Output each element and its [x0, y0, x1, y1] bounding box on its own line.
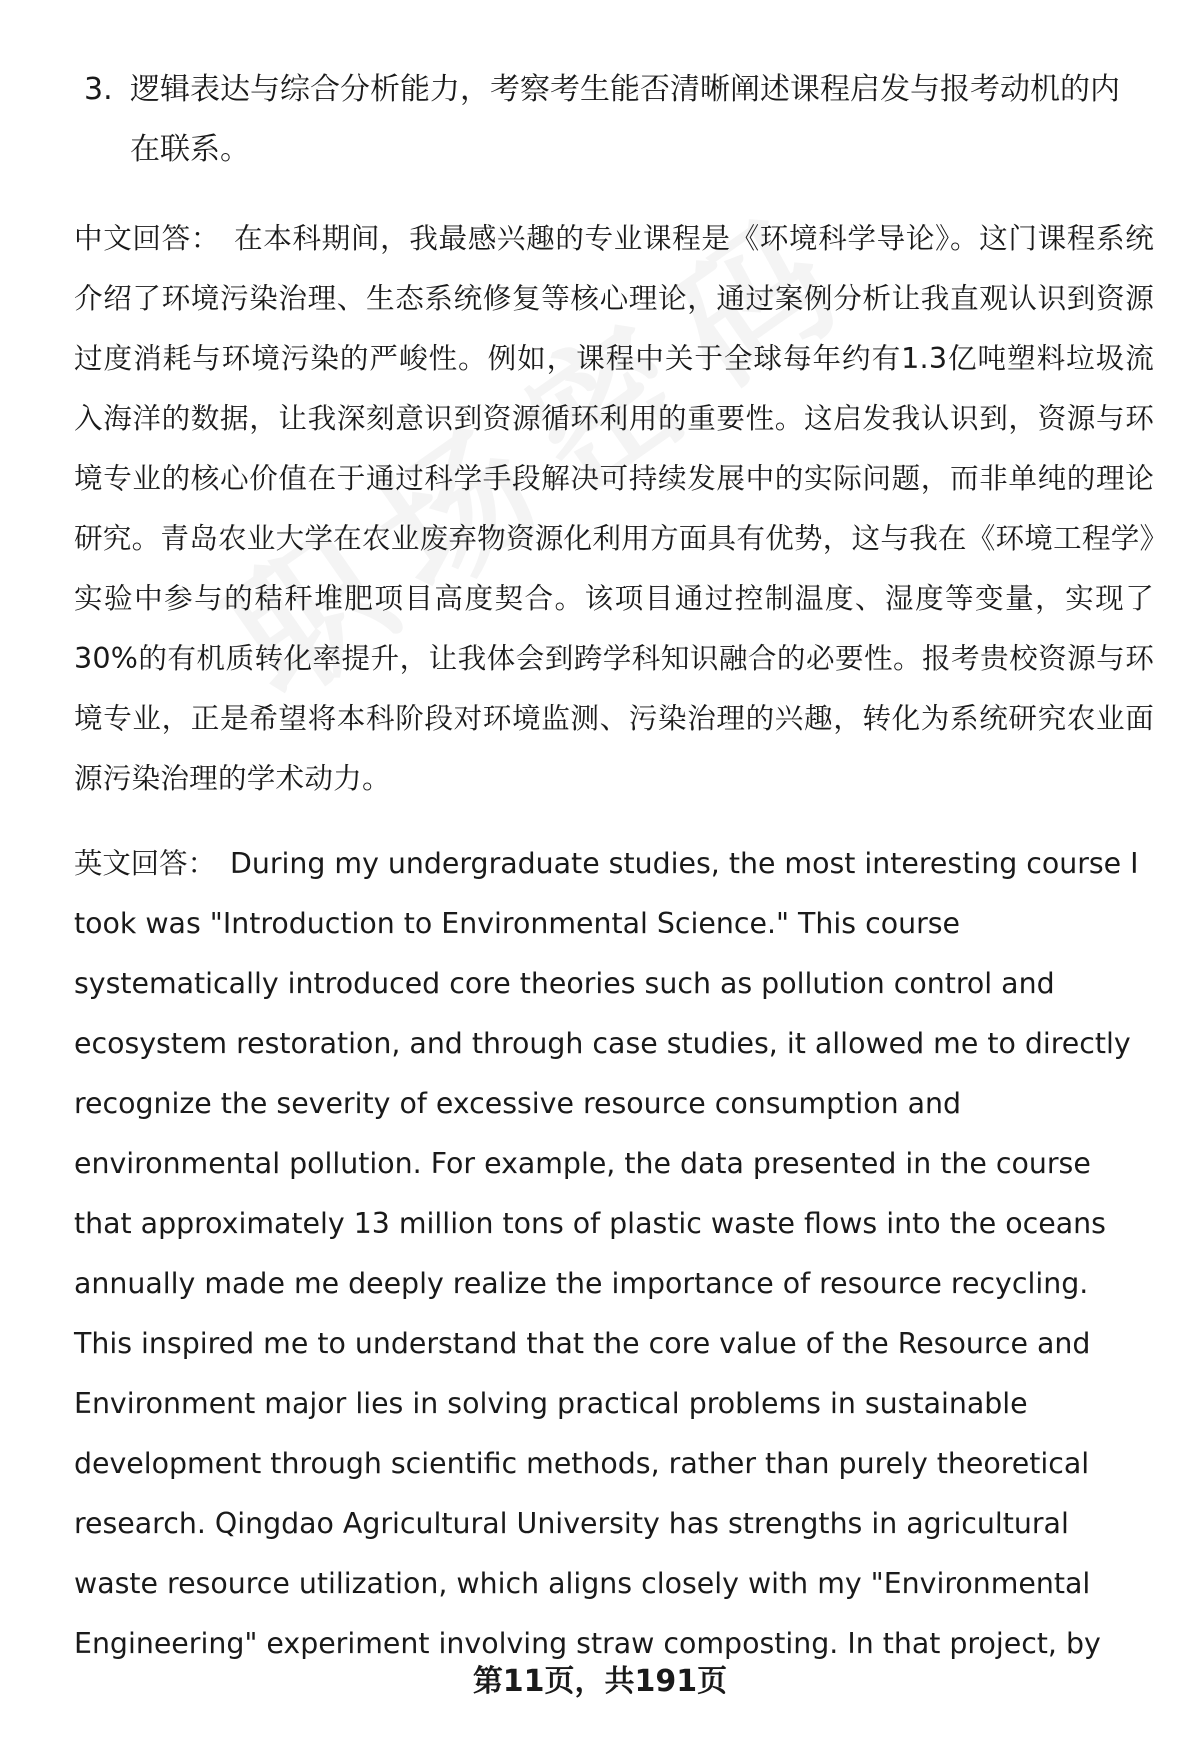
list-item-text: 逻辑表达与综合分析能力，考察考生能否清晰阐述课程启发与报考动机的内在联系。 [130, 72, 1120, 167]
english-answer-label: 英文回答： [74, 847, 216, 880]
english-answer-text: During my undergraduate studies, the most interesting course I took was "Introduction to Environmental Science." This course systematically introduced core theories such as pollution control and ecosystem restoration, and through case studies, it allowed me to directly recognize the severity of excessive resource consumption and environmental pollution. For example, the data presented in the course that approximately 13 million tons of plastic waste flows into the oceans annually made me deeply realize the importance of resource recycling. This inspired me to understand that the core value of the Resource and Environment major lies in solving practical problems in sustainable development through scientific methods, rather than purely theoretical research. Qingdao Agricultural University has strengths in agricultural waste resource utilization, which aligns closely with my "Environmental Engineering" experiment involving straw composting. In that project, by [74, 847, 1139, 1660]
chinese-answer-label: 中文回答： [74, 221, 221, 255]
chinese-answer-text: 在本科期间，我最感兴趣的专业课程是《环境科学导论》。这门课程系统介绍了环境污染治理、生态系统修复等核心理论，通过案例分析让我直观认识到资源过度消耗与环境污染的严峻性。例如，课程中关于全球每年约有1.3亿吨塑料垃圾流入海洋的数据，让我深刻意识到资源循环利用的重要性。这启发我认识到，资源与环境专业的核心价值在于通过科学手段解决可持续发展中的实际问题，而非单纯的理论研究。青岛农业大学在农业废弃物资源化利用方面具有优势，这与我在《环境工程学》实验中参与的秸秆堆肥项目高度契合。该项目通过控制温度、湿度等变量，实现了30%的有机质转化率提升，让我体会到跨学科知识融合的必要性。报考贵校资源与环境专业，正是希望将本科阶段对环境监测、污染治理的兴趣，转化为系统研究农业面源污染治理的学术动力。 [74, 221, 1154, 795]
english-answer-paragraph [74, 834, 1154, 1674]
page-number-footer: 第11页，共191页 [472, 1664, 728, 1699]
list-item-number: 3. [84, 72, 113, 107]
criteria-list-item [84, 60, 1144, 180]
chinese-answer-paragraph [74, 208, 1154, 808]
